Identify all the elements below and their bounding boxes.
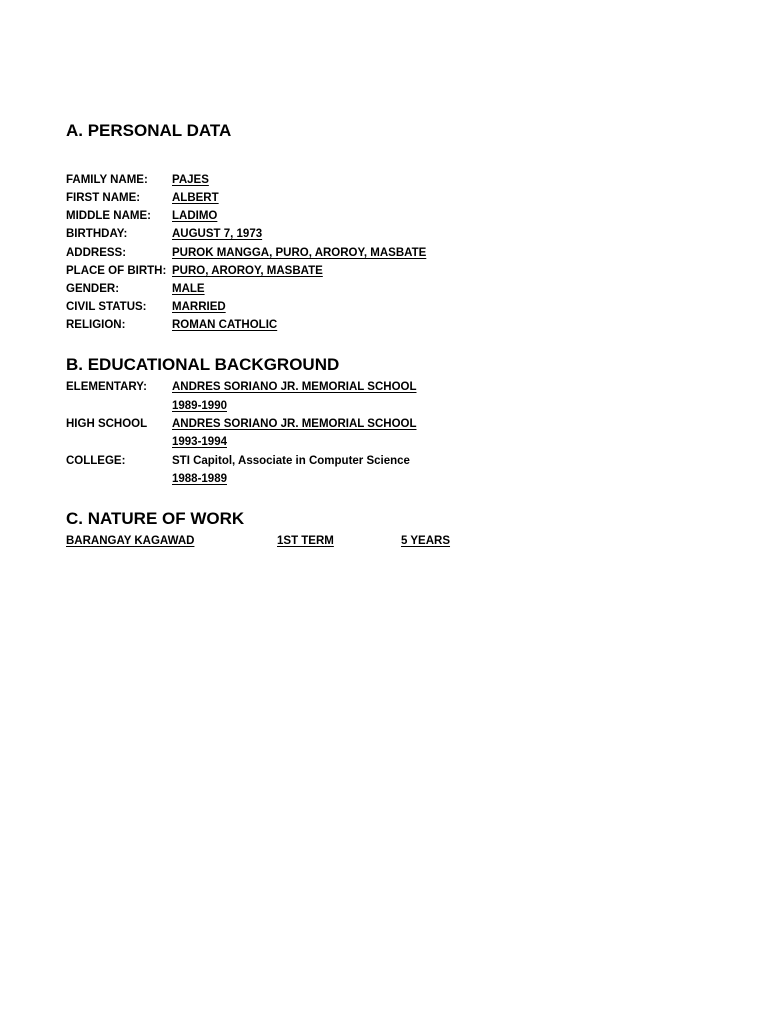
field-label: ADDRESS: [66, 247, 127, 259]
field-value: MARRIED [172, 301, 226, 313]
work-duration: 5 YEARS [401, 535, 451, 547]
education-years: 1993-1994 [172, 436, 227, 448]
work-term: 1ST TERM [277, 535, 334, 547]
work-position: BARANGAY KAGAWAD [66, 535, 195, 547]
field-value: PAJES [172, 174, 209, 186]
field-label: RELIGION: [66, 319, 126, 331]
education-label: COLLEGE: [66, 455, 126, 467]
personal-data-heading: A. PERSONAL DATA [66, 121, 232, 140]
education-school: ANDRES SORIANO JR. MEMORIAL SCHOOL [172, 381, 417, 393]
field-value: PUROK MANGGA, PURO, AROROY, MASBATE [172, 247, 427, 259]
field-value: ALBERT [172, 192, 219, 204]
education-years: 1988-1989 [172, 473, 227, 485]
field-label: MIDDLE NAME: [66, 210, 151, 222]
field-label: CIVIL STATUS: [66, 301, 147, 313]
education-school: STI Capitol, Associate in Computer Science [172, 455, 410, 467]
field-value: LADIMO [172, 210, 218, 222]
field-label: FIRST NAME: [66, 192, 141, 204]
field-value: ROMAN CATHOLIC [172, 319, 278, 331]
work-heading: C. NATURE OF WORK [66, 509, 245, 528]
field-label: BIRTHDAY: [66, 228, 128, 240]
field-value: AUGUST 7, 1973 [172, 228, 263, 240]
education-heading: B. EDUCATIONAL BACKGROUND [66, 355, 340, 374]
field-label: GENDER: [66, 283, 120, 295]
education-years: 1989-1990 [172, 400, 227, 412]
education-label: ELEMENTARY: [66, 381, 147, 393]
education-school: ANDRES SORIANO JR. MEMORIAL SCHOOL [172, 418, 417, 430]
field-value: PURO, AROROY, MASBATE [172, 265, 323, 277]
education-label: HIGH SCHOOL [66, 418, 148, 430]
field-label: FAMILY NAME: [66, 174, 148, 186]
field-value: MALE [172, 283, 205, 295]
field-label: PLACE OF BIRTH: [66, 265, 167, 277]
